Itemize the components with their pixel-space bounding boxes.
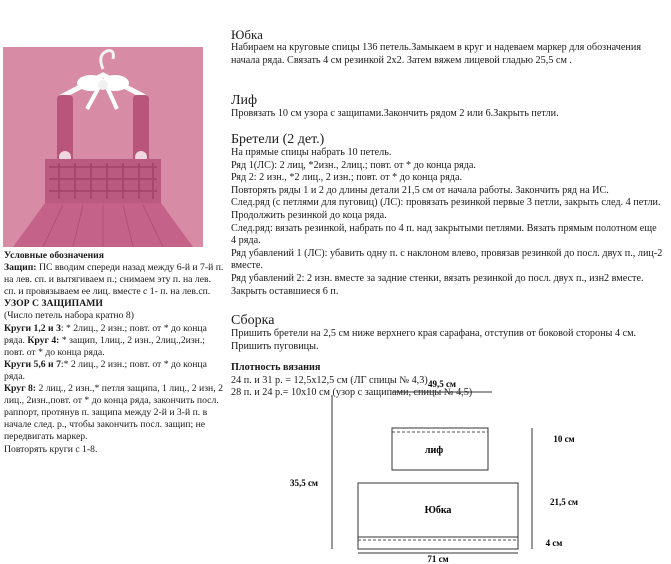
bodice-text: Провязать 10 см узора с защипами.Закончить рядом 2 или 6.Закрыть петли. — [231, 108, 559, 119]
straps-line-1: На прямые спицы набрать 10 петель. — [231, 147, 392, 158]
legend — [4, 250, 224, 456]
gauge-line-2: 28 п. и 24 р.= 10х10 см (узор с защипами, спицы № 4,5) — [231, 387, 473, 399]
legend-title: Условные обозначения — [4, 250, 104, 261]
rounds-5-7 — [4, 359, 224, 383]
straps-line-4: Повторять ряды 1 и 2 до длины детали 21,5 см от начала работы. Закончить ряд на ИС. — [231, 184, 609, 196]
skirt-text: Набираем на круговые спицы 136 петель.Замыкаем в круг и надеваем маркер для обозначения начала ряда. Связать 4 см резинкой 2х2. Затем вяжем лицевой гладью 25,5 см . — [231, 42, 642, 66]
straps-line-6: След.ряд: вязать резинкой, набрать по 4 п. над закрытыми петлями. Вязать прямым полотном еще 4 ряда. — [231, 222, 657, 247]
zashchip-text: ПС вводим спереди назад между 6-й и 7-й п. на лев. сп. и вытягиваем п.; снимаем эту п. на лев. сп. и провязываем ее лиц. вместе с 1- п. на лев.сп. — [4, 262, 224, 298]
round-4-label: Круг 4: — [27, 334, 60, 346]
straps-line-8: Ряд убавлений 2: 2 изн. вместе за задние стенки, вязать резинкой до посл. двух п., изн2 вместе. Закрыть оставшиеся 6 п. — [231, 272, 644, 297]
assembly-section — [231, 313, 663, 353]
rib-height-label: 4 см — [545, 538, 563, 548]
round-4-text: * защип, 1лиц., 2 изн., 2лиц.,2изн.; повт. от * до конца ряда. — [4, 334, 205, 358]
round-8-label: Круг 8: — [4, 383, 37, 395]
zashchip-label: Защип: — [4, 262, 37, 274]
rib-band-rect — [358, 537, 518, 549]
straps-title: Бретели (2 дет.) — [231, 132, 325, 147]
bodice-section — [231, 93, 663, 121]
knitted-dress-icon — [3, 47, 203, 247]
gauge-line-1: 24 п. и 31 р. = 12,5х12,5 см (ЛГ спицы № 4,3) — [231, 374, 428, 386]
top-width-label: 49,5 см — [427, 379, 457, 389]
straps-line-7: Ряд убавлений 1 (ЛС): убавить одну п. с наклоном влево, провязав резинкой до посл. двух п., лиц-2 вместе. — [231, 247, 663, 272]
straps-line-5: След.ряд (с петлями для пуговиц) (ЛС): провязать резинкой первые 3 петли, закрыть след. 4 петли. Продолжить резинкой до коца ряда. — [231, 197, 661, 221]
round-8 — [4, 383, 224, 443]
bodice-label: лиф — [424, 445, 444, 456]
pattern-subtitle: (Число петель набора кратно 8) — [4, 310, 134, 322]
rounds-1-3 — [4, 323, 224, 359]
round-8-text: 2 лиц., 2 изн.,* петля защипа, 1 лиц., 2 изн, 2 лиц., 2изн.,повт. от * до конца ряда, закончить посл. раппорт, протянув п. защипа между 2-й и 3-й п. в начале след. р., чтобы закончить посл. защип; не передвигать маркер. — [4, 383, 223, 443]
pattern-title: УЗОР С ЗАЩИПАМИ — [4, 298, 103, 310]
rounds-5-7-label: Круги 5,6 и 7 — [4, 358, 61, 370]
skirt-section — [231, 27, 663, 67]
repeat-note: Повторять круги с 1-8. — [4, 443, 98, 455]
legend-zashchip — [4, 262, 224, 298]
assembly-text: Пришить бретели на 2,5 см ниже верхнего края сарафана, отступив от боковой стороны 4 см. Пришить пуговицы. — [231, 328, 637, 352]
skirt-label: Юбка — [424, 505, 452, 516]
bodice-title: Лиф — [231, 93, 258, 108]
straps-line-3: Ряд 2: 2 изн., *2 лиц., 2 изн.; повт. от * до конца ряда. — [231, 172, 463, 184]
dress-photo — [3, 47, 203, 247]
skirt-height-label: 21,5 см — [549, 497, 579, 507]
rounds-1-3-label: Круги 1,2 и 3 — [4, 322, 61, 334]
bodice-height-label: 10 см — [553, 434, 575, 444]
dress-schematic — [270, 375, 610, 564]
skirt-title: Юбка — [231, 27, 263, 42]
assembly-title: Сборка — [231, 313, 275, 328]
rounds-1-3-text: : * 2лиц., 2 изн.; повт. от * до конца ряда. — [4, 322, 207, 346]
bottom-width-label: 71 см — [427, 554, 449, 564]
rounds-5-7-text: :* 2 лиц., 2 изн.; повт. от * до конца ряда. — [4, 358, 207, 382]
gauge-title: Плотность вязания — [231, 362, 321, 373]
straps-section — [231, 132, 663, 298]
total-height-label: 35,5 см — [289, 478, 319, 488]
straps-line-2: Ряд 1(ЛС): 2 лиц, *2изн., 2лиц.; повт. от * до конца ряда. — [231, 159, 476, 171]
